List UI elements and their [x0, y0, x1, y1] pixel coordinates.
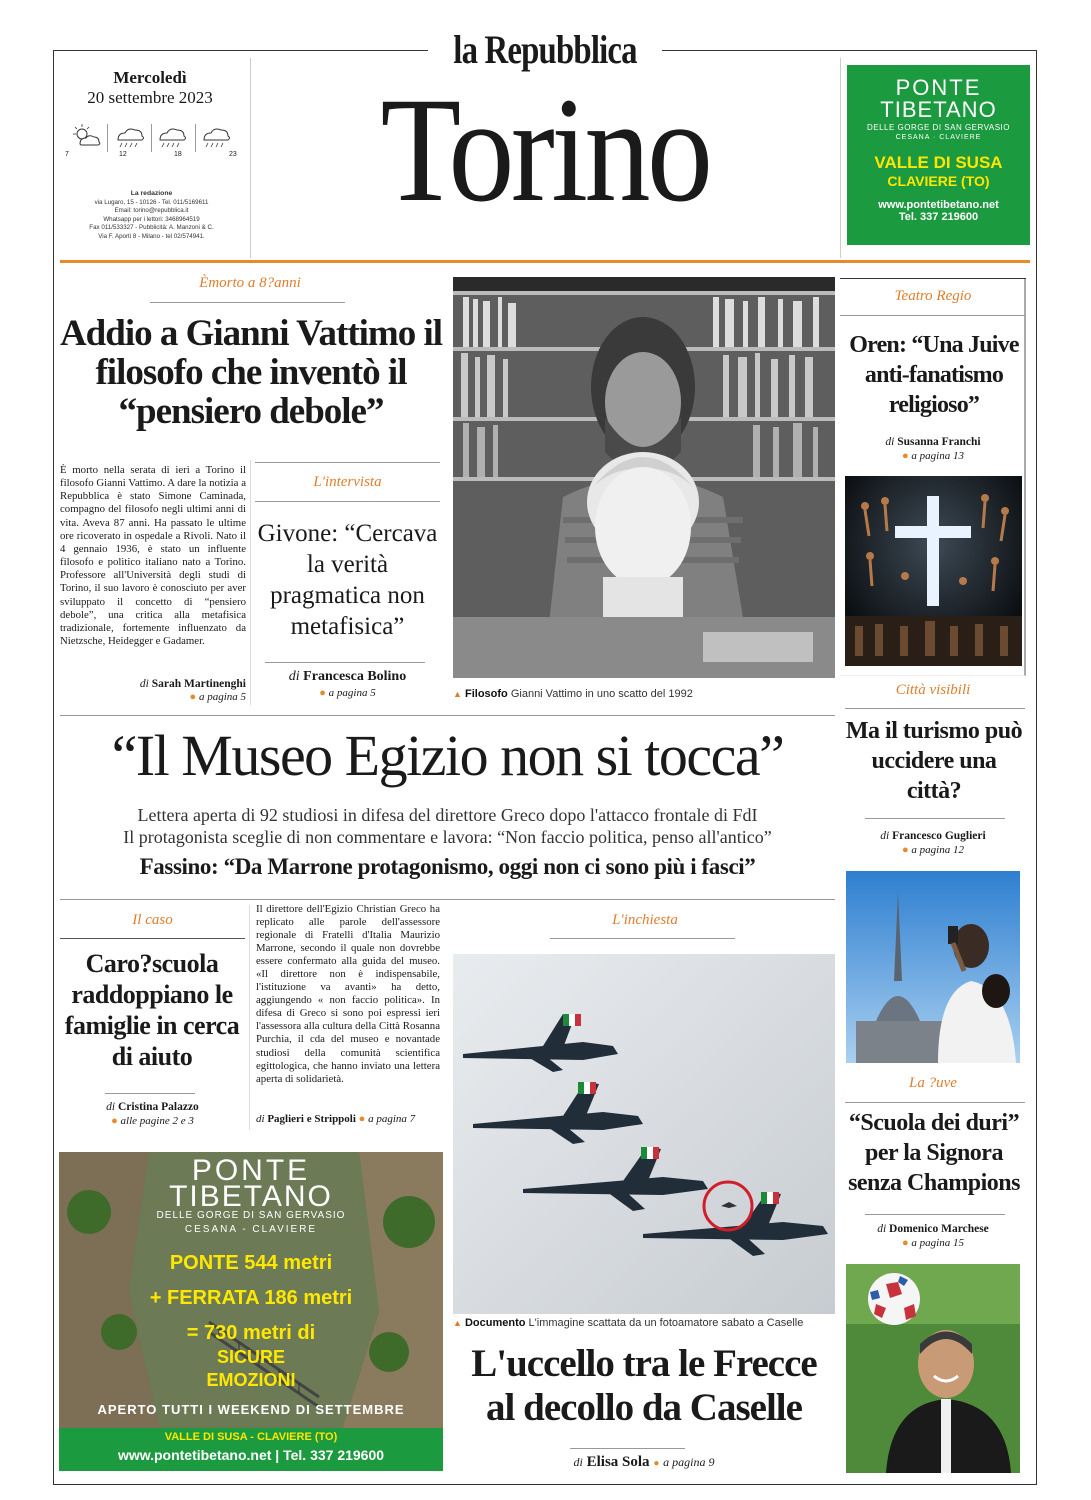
inchiesta-byline[interactable] [453, 1454, 835, 1471]
ad-line: TIBETANO [169, 1180, 333, 1213]
byline-di: di [288, 669, 300, 684]
bullet-icon: ● [902, 844, 909, 856]
caption-label: Filosofo [464, 688, 508, 700]
inchiesta-rule-bottom [570, 1448, 685, 1449]
bullet-icon: ● [902, 450, 909, 462]
juve-kicker: La ?uve [909, 1075, 957, 1091]
bullet-icon: ● [653, 1458, 660, 1469]
interview-byline [255, 669, 440, 685]
main-headline[interactable]: “Il Museo Egizio non si tocca” [111, 723, 784, 788]
byline-author: Francesca Bolino [303, 669, 407, 684]
frame-rule-left [53, 50, 54, 1485]
main-subhead-bold[interactable]: Fassino: “Da Marrone protagonismo, oggi non ci sono più i fasci” [139, 854, 756, 879]
ad-line: DELLE GORGE DI SAN GERVASIO [866, 123, 1011, 132]
column-divider [250, 460, 251, 705]
ad-handwritten-line: PONTE 544 metri [169, 1252, 333, 1274]
ad-handwritten-line: SICURE [216, 1347, 285, 1367]
ad-url: www.pontetibetano.net [878, 199, 999, 211]
page-ref-text: a pagina 7 [368, 1113, 416, 1125]
juve-byline [840, 1223, 1026, 1235]
ad-url: www.pontetibetano.net | Tel. 337 219600 [117, 1447, 385, 1463]
frame-rule-bottom [53, 1484, 1037, 1485]
byline-author: Domenico Marchese [889, 1223, 989, 1235]
newsroom-line: Email: torino@repubblica.it [114, 207, 189, 215]
inchiesta-kicker: L'inchiesta [612, 912, 678, 928]
photo-coach-training[interactable] [846, 1264, 1020, 1473]
caso-page-ref[interactable] [60, 1115, 245, 1127]
juve-headline[interactable]: “Scuola dei duri” per la Signora senza Champions [848, 1110, 1020, 1196]
lead-byline [60, 678, 246, 690]
bullet-icon: ● [189, 691, 197, 703]
newspaper-brand: la Repubblica [453, 27, 637, 72]
interview-rule-bottom [265, 662, 425, 663]
main-subhead: Lettera aperta di 92 studiosi in difesa del direttore Greco dopo l'attacco frontale di FdI [137, 805, 758, 825]
lead-kicker-rule [150, 302, 345, 303]
inchiesta-headline[interactable]: L'uccello tra le Frecce al decollo da Caselle [471, 1342, 817, 1429]
teatro-rule-top [840, 278, 1026, 279]
interview-rule-mid [255, 501, 440, 502]
ad-phone: Tel. 337 219600 [898, 211, 979, 223]
caption-text: Gianni Vattimo in uno scatto del 1992 [510, 688, 693, 700]
juve-rule [845, 1102, 1025, 1103]
citta-kicker: Città visibili [895, 682, 971, 698]
ad-line: CESANA · CLAVIERE [895, 134, 982, 141]
ad-line: PONTE [895, 75, 982, 100]
photo-caption-vattimo [453, 688, 835, 700]
photo-frecce-tricolori[interactable] [453, 954, 835, 1314]
teatro-headline[interactable]: Oren: “Una Juive anti-fanatismo religioso” [849, 332, 1019, 418]
citta-page-ref[interactable] [840, 844, 1026, 856]
ad-line: APERTO TUTTI I WEEKEND DI SETTEMBRE [97, 1402, 405, 1417]
citta-rule [845, 708, 1025, 709]
lead-body-text: È morto nella serata di ieri a Torino il filosofo Gianni Vattimo. A dare la notizia a Repubblica è stato Simone Caminada, compagno del filosofo negli ultimi anni di vita. Aveva 87 anni. Ha passato le ultime ore ricoverato in ospedale a Rivoli. Nato il 4 gennaio 1936, è stato un influente filosofo e politico italiano nato a Torino. Professore all'Università degli studi di Torino, il suo lavoro è conosciuto per aver sviluppato il concetto di “pensiero debole”, una critica alla metafisica tradizionale, fortemente influenzato da Nietzsche, Heidegger e Gadamer. [60, 464, 246, 648]
ad-ponte-tibetano-bottom[interactable] [59, 1152, 443, 1471]
citta-rule-bottom [865, 818, 1005, 819]
frame-rule-top-right [662, 50, 1037, 51]
newsroom-line: Fax 011/533327 - Pubblicità: A. Manzoni & C. [89, 224, 214, 232]
caso-rule [60, 938, 245, 939]
interview-page-ref[interactable] [255, 687, 440, 699]
lead-page-ref[interactable] [60, 691, 246, 703]
juve-rule-bottom [865, 1214, 1005, 1215]
bullet-icon: ● [358, 1113, 366, 1125]
byline-di: di [256, 1113, 265, 1125]
weather-forecast [62, 122, 242, 162]
newsroom-title: La redazione [130, 190, 173, 197]
cloud-rain-icon [108, 122, 152, 162]
teatro-page-ref[interactable] [840, 450, 1026, 462]
ad-line: CESANA - CLAVIERE [184, 1224, 318, 1235]
bullet-icon: ● [111, 1115, 118, 1127]
inchiesta-rule [550, 938, 735, 939]
weather-temp: 7 [65, 151, 69, 158]
teatro-rule [840, 315, 1026, 316]
byline-di: di [880, 830, 890, 842]
ad-ponte-tibetano-top[interactable] [847, 65, 1030, 245]
caso-kicker: Il caso [132, 912, 173, 928]
page-ref-text: a pagina 13 [911, 450, 964, 462]
page-ref-text: alle pagine 2 e 3 [120, 1115, 194, 1127]
juve-page-ref[interactable] [840, 1237, 1026, 1249]
page-ref-text: a pagina 5 [198, 691, 246, 703]
main-rule-top [60, 715, 835, 716]
issue-weekday: Mercoledì [113, 68, 187, 87]
byline-di: di [885, 436, 895, 448]
sun-cloud-icon [64, 122, 108, 162]
ad-handwritten-line: + FERRATA 186 metri [149, 1287, 353, 1309]
photo-caption-frecce [453, 1317, 835, 1329]
newsroom-line: Whatsapp per i lettori: 3468964519 [103, 215, 200, 223]
issue-date: 20 settembre 2023 [87, 88, 213, 107]
caso-rule-bottom [105, 1093, 195, 1094]
byline-di: di [877, 1223, 887, 1235]
interview-kicker: L'intervista [313, 474, 382, 490]
bullet-icon: ● [902, 1237, 909, 1249]
lead-headline[interactable]: Addio a Gianni Vattimo il filosofo che inventò il “pensiero debole” [59, 313, 443, 432]
ad-line: PONTE [191, 1154, 311, 1187]
byline-di: di [106, 1101, 116, 1113]
ad-handwritten-line: = 730 metri di [186, 1322, 316, 1344]
citta-headline[interactable]: Ma il turismo può uccidere una città? [845, 718, 1023, 804]
caso-byline [60, 1101, 245, 1113]
ad-line: DELLE GORGE DI SAN GERVASIO [156, 1210, 346, 1221]
weather-temp: 23 [229, 151, 237, 158]
newsroom-line: Via F. Aporti 8 - Milano - tel 02/574941. [98, 232, 205, 240]
ad-line: CLAVIERE (TO) [887, 173, 990, 189]
page-ref-text: a pagina 5 [328, 687, 376, 699]
byline-author: Elisa Sola [586, 1454, 650, 1470]
caption-label: Documento [464, 1317, 526, 1329]
byline-author: Cristina Palazzo [118, 1101, 199, 1113]
teatro-kicker: Teatro Regio [894, 288, 972, 304]
egizio-byline[interactable] [256, 1113, 440, 1125]
photo-mole-tourists[interactable] [846, 871, 1020, 1063]
ad-line: TIBETANO [880, 97, 997, 122]
page-ref-text: a pagina 12 [911, 844, 964, 856]
byline-author: Susanna Franchi [897, 436, 981, 448]
caption-triangle-icon: ▲ [453, 1318, 462, 1328]
page-ref-text: a pagina 15 [911, 1237, 964, 1249]
lead-kicker: Èmorto a 8?anni [199, 275, 301, 291]
interview-headline[interactable]: Givone: “Cercava la verità pragmatica non metafisica” [257, 520, 438, 640]
cloud-rain-icon [150, 122, 194, 162]
ad-line: VALLE DI SUSA [874, 153, 1003, 172]
photo-gianni-vattimo[interactable] [453, 277, 835, 678]
interview-rule-top [255, 462, 440, 463]
caption-triangle-icon: ▲ [453, 689, 462, 699]
page-ref-text: a pagina 9 [663, 1455, 715, 1469]
weather-temp: 12 [119, 151, 127, 158]
column-divider [249, 905, 250, 1130]
caso-headline[interactable]: Caro?scuola raddoppiano le famiglie in cerca di aiuto [64, 949, 240, 1071]
frame-rule-right [1036, 50, 1037, 1485]
masthead-orange-rule [60, 260, 1030, 263]
teatro-byline [840, 436, 1026, 448]
ad-handwritten-line: EMOZIONI [206, 1370, 296, 1390]
egizio-body-text: Il direttore dell'Egizio Christian Greco ha replicato alle parole dell'assessore regionale di Fratelli d'Italia Maurizio Marrone, secondo il quale non dovrebbe essere confermato alla guida del museo. «Il direttore non è indispensabile, l'istituzione va avanti» ha detto, aggiungendo « non faccio politica». In difesa di Greco si sono poi espressi ieri l'assessora alla cultura della Città Rosanna Purchia, il cda del museo e novantade studiosi della comunità scientifica egittologica, che hanno inviato una lettera aperta di solidarietà. [256, 903, 440, 1085]
masthead-divider-right [840, 58, 841, 258]
weather-temp: 18 [174, 151, 182, 158]
edition-city-title: Torino [380, 67, 710, 233]
ad-line: VALLE DI SUSA - CLAVIERE (TO) [164, 1431, 338, 1443]
byline-author: Paglieri e Strippoli [267, 1113, 356, 1125]
byline-di: di [139, 678, 149, 690]
photo-opera-stage[interactable] [845, 476, 1022, 666]
newsroom-contacts [60, 190, 243, 242]
newsroom-line: via Lugaro, 15 - 10126 - Tel. 011/5169611 [94, 198, 209, 206]
main-subhead: Il protagonista sceglie di non commentare e lavora: “Non faccio politica, penso all'antico” [123, 827, 772, 847]
caption-text: L'immagine scattata da un fotoamatore sabato a Caselle [528, 1317, 804, 1329]
byline-di: di [573, 1455, 583, 1469]
frame-rule-top-left [53, 50, 428, 51]
masthead-divider-left [250, 58, 251, 258]
byline-author: Francesco Guglieri [892, 830, 986, 842]
main-rule-bottom [60, 899, 835, 900]
bullet-icon: ● [319, 687, 326, 699]
byline-author: Sarah Martinenghi [151, 678, 246, 690]
citta-byline [840, 830, 1026, 842]
